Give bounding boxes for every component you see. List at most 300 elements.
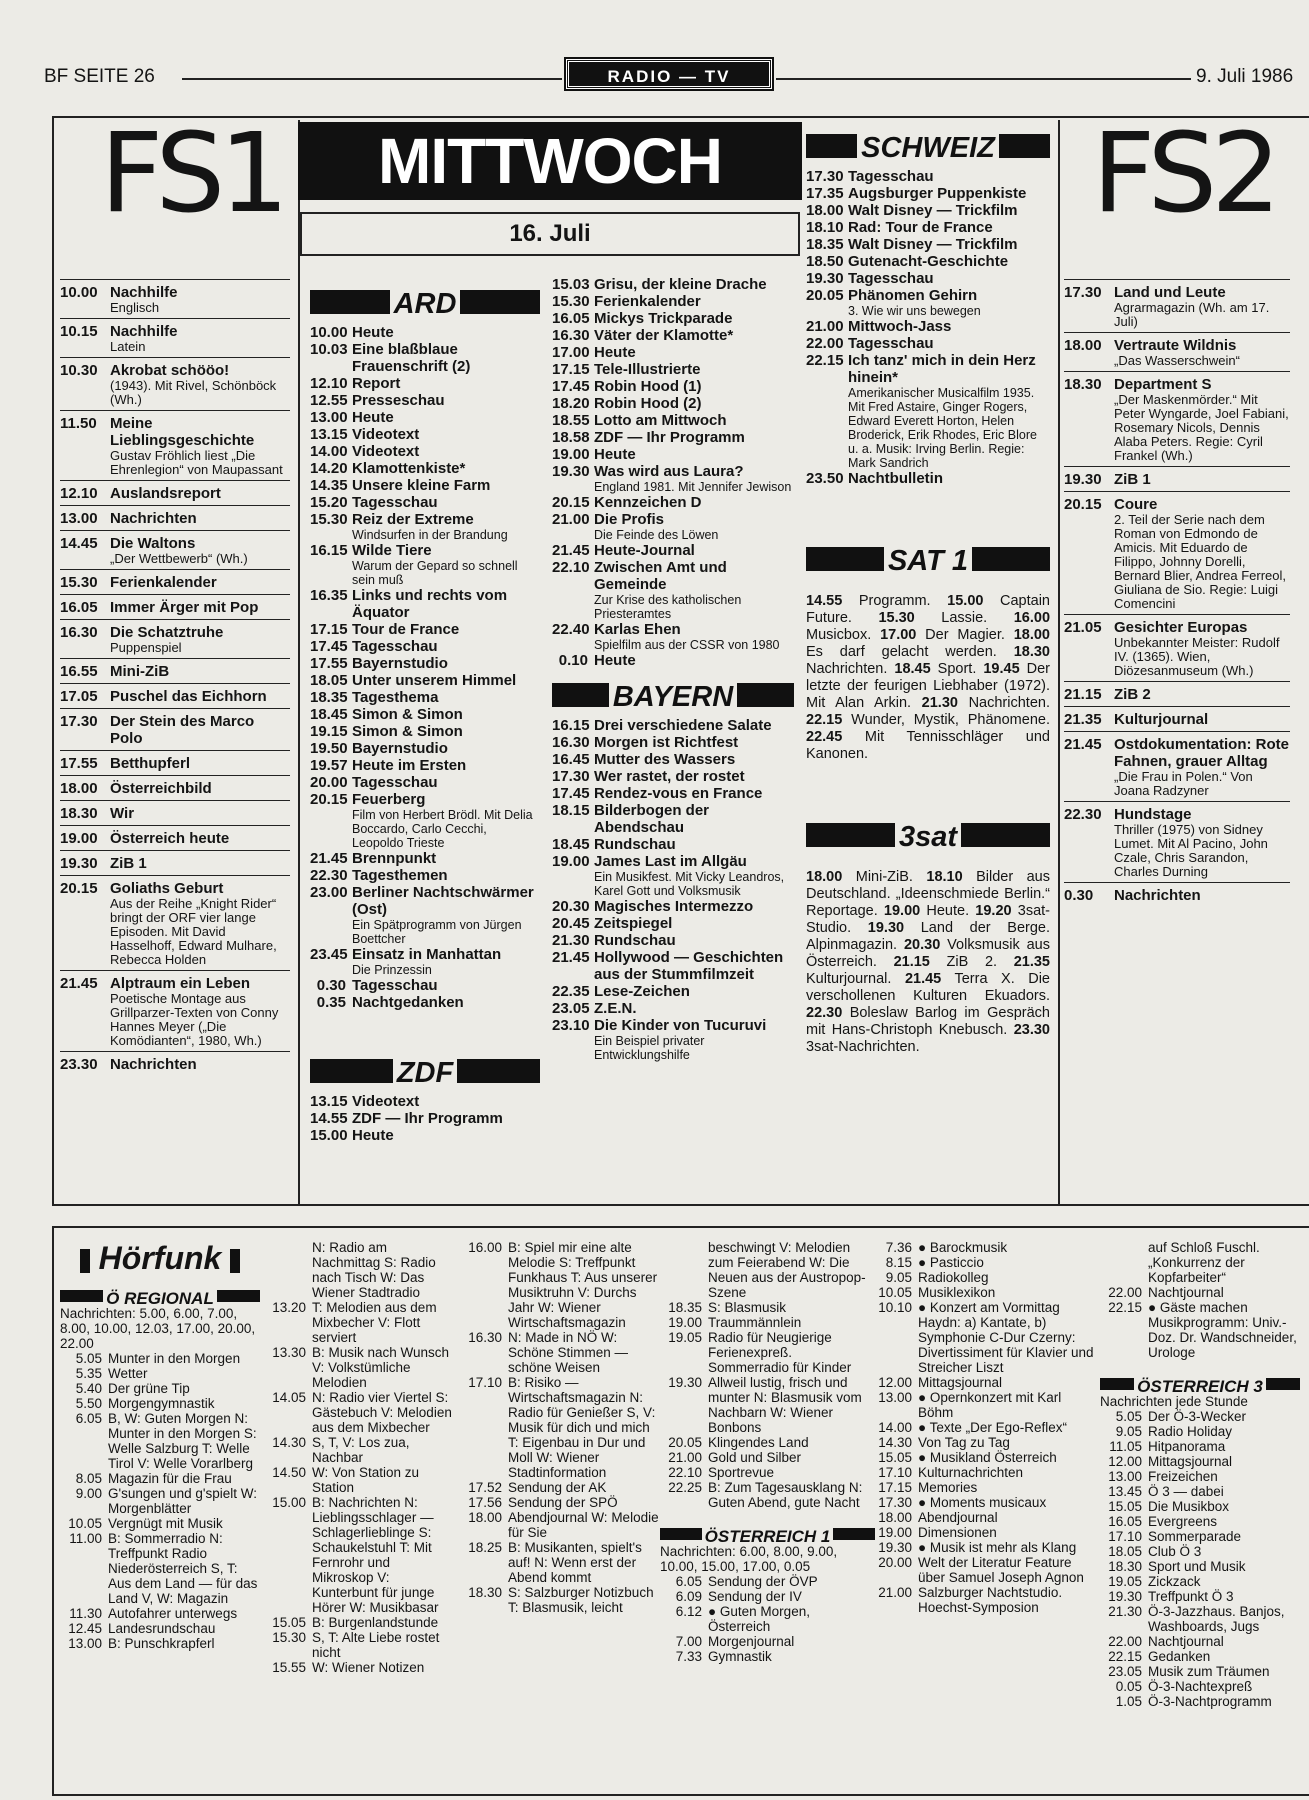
radio-entry (1100, 1300, 1300, 1360)
radio-title: B, W: Guten Morgen N: Munter in den Morgen S: Welle Salzburg T: Welle Tirol V: Welle Vorarlberg (108, 1411, 257, 1471)
program-description: Aus der Reihe „Knight Rider“ bringt der ORF vier lange Episoden. Mit David Hasselhoff, Edward Mulhare, Rebecca Holden (110, 896, 277, 967)
oe1-schedule (660, 1574, 875, 1664)
program-description: England 1981. Mit Jennifer Jewison (594, 480, 792, 494)
radio-entry (660, 1465, 875, 1480)
radio-title: Evergreens (1148, 1514, 1218, 1529)
program-title (848, 318, 1050, 335)
program-entry (310, 341, 540, 375)
program-entry (552, 652, 794, 669)
radio-title: Ö-3-Nachtprogramm (1148, 1694, 1272, 1709)
program-time: 17.45 (552, 785, 590, 802)
program-title (1114, 736, 1290, 798)
radio-time: 14.30 (878, 1435, 912, 1450)
program-entry (310, 587, 540, 621)
program-title (352, 341, 540, 375)
program-time: 13.15 (310, 1093, 348, 1110)
program-title (1114, 686, 1290, 703)
radio-time: 18.30 (468, 1585, 502, 1600)
radio-entry (660, 1315, 875, 1330)
program-time: 18.45 (310, 706, 348, 723)
header-rule-right (776, 78, 1191, 80)
schweiz-sat-section (806, 128, 1050, 1056)
program-description: 2. Teil der Serie nach dem Roman von Edmondo de Amicis. Mit Eduardo de Filippo, Johnny Dorelli, Bernard Blier, Andrea Ferreol, Giuliana de Sio. Regie: Luigi Comencini (1114, 512, 1286, 611)
program-entry (310, 638, 540, 655)
program-entry (552, 412, 794, 429)
program-entry (60, 658, 290, 683)
radio-entry (1100, 1589, 1300, 1604)
program-entry (310, 757, 540, 774)
radio-time: 18.00 (468, 1510, 502, 1525)
radio-time: 1.05 (1115, 1694, 1142, 1709)
program-title (352, 426, 540, 443)
radio-title: Ö-3-Jazzhaus. Banjos, Washboards, Jugs (1148, 1604, 1285, 1634)
radio-entry (660, 1589, 875, 1604)
program-name: Betthupferl (110, 755, 190, 772)
program-title (1114, 887, 1290, 904)
program-entry (552, 932, 794, 949)
radio-time: 5.35 (75, 1366, 102, 1381)
radio-title: Wetter (108, 1366, 148, 1381)
divider (1058, 120, 1060, 1204)
program-time: 23.50 (806, 470, 844, 487)
radio-title: ● Musik ist mehr als Klang (918, 1540, 1077, 1555)
radio-time: 22.25 (668, 1480, 702, 1495)
radio-time: 10.05 (68, 1516, 102, 1531)
radio-entry (1100, 1454, 1300, 1469)
radio-time: 7.00 (675, 1634, 702, 1649)
program-entry (806, 168, 1050, 185)
program-name: Heute im Ersten (352, 757, 467, 774)
3sat-schedule: 18.00 Mini-ZiB. 18.10 Bilder aus Deutschland. „Ideenschmiede Berlin.“ Reportage. 19.00 Heute. 19.20 3sat-Studio. 19.30 Land der Berge. Alpinmagazin. 20.30 Volksmusik aus Österreich. 21.15 ZiB 2. 21.35 Kulturjournal. 21.45 Terra X. Die verschollenen Kulturen Ekuadors. 22.30 Boleslaw Barlog im Gespräch mit Hans-Christoph Knebusch. 23.30 3sat-Nachrichten. (806, 869, 1051, 1055)
program-name: Heute (352, 324, 394, 341)
radio-title: auf Schloß Fuschl. „Konkurrenz der Kopfarbeiter“ (1148, 1240, 1260, 1285)
program-title (352, 477, 540, 494)
program-entry (1064, 279, 1290, 332)
program-time: 17.05 (60, 688, 98, 705)
program-time: 20.15 (552, 494, 590, 511)
program-time: 18.55 (552, 412, 590, 429)
program-description: Agrarmagazin (Wh. am 17. Juli) (1114, 300, 1270, 329)
program-title (352, 757, 540, 774)
program-name: Nachrichten (110, 510, 197, 527)
radio-time: 19.05 (1108, 1574, 1142, 1589)
program-title (594, 983, 794, 1000)
radio-time: 8.15 (885, 1255, 912, 1270)
program-title (110, 362, 290, 407)
program-name: Mutter des Wassers (594, 751, 736, 768)
program-entry (60, 480, 290, 505)
radio-time: 20.05 (668, 1435, 702, 1450)
radio-time: 15.05 (1108, 1499, 1142, 1514)
radio-entry (460, 1330, 660, 1375)
program-title (594, 1017, 794, 1062)
program-title (594, 836, 794, 853)
program-name: Z.E.N. (594, 1000, 637, 1017)
radio-title: ● Musikland Österreich (918, 1450, 1057, 1465)
program-name: Nachtbulletin (848, 470, 944, 487)
program-entry (310, 409, 540, 426)
oe-regional-news: Nachrichten: 5.00, 6.00, 7.00, 8.00, 10.00, 12.03, 17.00, 20.00, 22.00 (60, 1306, 256, 1351)
program-entry (552, 494, 794, 511)
radio-time: 18.25 (468, 1540, 502, 1555)
radio-title: N: Made in NÖ W: Schöne Stimmen — schöne Weisen (508, 1330, 629, 1375)
program-title (594, 378, 794, 395)
radio-title: Die Musikbox (1148, 1499, 1230, 1514)
program-name: Eine blaßblaue Frauenschrift (2) (352, 341, 471, 375)
program-entry (552, 395, 794, 412)
radio-entry (460, 1375, 660, 1480)
page-date: 9. Juli 1986 (1196, 66, 1294, 87)
program-name: Die Kinder von Tucuruvi (594, 1017, 767, 1034)
program-name: Nachrichten (1114, 887, 1201, 904)
program-title (110, 485, 290, 502)
program-time: 21.00 (552, 511, 590, 528)
radio-time: 18.05 (1108, 1544, 1142, 1559)
program-entry (310, 511, 540, 542)
radio-time: 15.55 (272, 1660, 306, 1675)
program-title (594, 310, 794, 327)
program-entry (310, 542, 540, 587)
section-title: RADIO — TV (566, 59, 772, 89)
program-entry (310, 1093, 540, 1110)
program-time: 0.35 (316, 994, 346, 1011)
program-title (352, 443, 540, 460)
program-name: Ich tanz' mich in dein Herz hinein* (848, 352, 1036, 386)
program-title (352, 324, 540, 341)
program-entry (552, 276, 794, 293)
program-time: 14.45 (60, 535, 98, 552)
program-entry (310, 655, 540, 672)
program-entry (806, 253, 1050, 270)
program-description: Gustav Fröhlich liest „Die Ehrenlegion“ von Maupassant (110, 448, 283, 477)
program-time: 21.45 (552, 542, 590, 559)
bayern-header: BAYERN (552, 683, 794, 707)
program-entry (1064, 706, 1290, 731)
radio-title: ● Pasticcio (918, 1255, 984, 1270)
program-name: Tele-Illustrierte (594, 361, 701, 378)
program-title (352, 689, 540, 706)
radio-entry (1100, 1240, 1300, 1285)
program-entry (552, 949, 794, 983)
radio-entry (660, 1480, 875, 1510)
radio-title: Ö-3-Nachtexpreß (1148, 1679, 1253, 1694)
program-title (1114, 806, 1290, 879)
radio-entry (1100, 1499, 1300, 1514)
radio-time: 12.00 (878, 1375, 912, 1390)
program-time: 17.30 (60, 713, 98, 730)
program-name: Simon & Simon (352, 706, 463, 723)
program-entry (552, 836, 794, 853)
program-description: Die Prinzessin (352, 963, 432, 977)
program-description: Thriller (1975) von Sidney Lumet. Mit Al Pacino, John Czale, Chris Sarandon, Charles Durning (1114, 822, 1268, 879)
program-time: 17.45 (310, 638, 348, 655)
program-name: Meine Lieblingsgeschichte (110, 415, 255, 449)
radio-title: Abendjournal W: Melodie für Sie (508, 1510, 659, 1540)
fs1-schedule (60, 279, 290, 1076)
program-name: Heute (594, 652, 636, 669)
radio-title: ● Konzert am Vormittag Haydn: a) Kantate, b) Symphonie C-Dur Czerny: Divertissiment für Klavier und Streicher Liszt (918, 1300, 1094, 1375)
program-entry (806, 219, 1050, 236)
radio-time: 5.05 (75, 1351, 102, 1366)
program-time: 16.30 (552, 327, 590, 344)
radio-title: Von Tag zu Tag (918, 1435, 1010, 1450)
radio-entry (264, 1300, 454, 1345)
program-title (110, 830, 290, 847)
program-title (110, 284, 290, 315)
program-entry (806, 287, 1050, 318)
program-time: 21.45 (1064, 736, 1102, 753)
program-entry (1064, 332, 1290, 371)
radio-entry (1100, 1649, 1300, 1664)
radio-time: 18.00 (878, 1510, 912, 1525)
program-title (848, 352, 1050, 470)
radio-entry (870, 1465, 1095, 1480)
program-name: Heute (352, 1127, 394, 1144)
program-title (352, 946, 540, 977)
radio-title: S, T: Alte Liebe rostet nicht (312, 1630, 440, 1660)
program-title (352, 638, 540, 655)
program-title (594, 949, 794, 983)
radio-title: ● Barockmusik (918, 1240, 1008, 1255)
radio-entry (264, 1435, 454, 1465)
program-title (352, 460, 540, 477)
radio-title: B: Nachrichten N: Lieblingsschlager — Schlagerlieblinge S: Schaukelstuhl T: Mit Fernrohr und Mikroskop V: Kunterbunt für junge Hörer W: Musikbasar (312, 1495, 439, 1615)
program-entry (310, 723, 540, 740)
radio-title: B: Zum Tagesausklang N: Guten Abend, gute Nacht (708, 1480, 863, 1510)
program-time: 0.30 (1064, 887, 1094, 904)
radio-title: Kulturnachrichten (918, 1465, 1024, 1480)
program-title (110, 855, 290, 872)
zdf-schedule-start (310, 1093, 540, 1144)
program-title (352, 672, 540, 689)
program-name: Coure (1114, 496, 1158, 513)
program-time: 10.00 (310, 324, 348, 341)
radio-entry (264, 1240, 454, 1300)
radio-time: 9.00 (75, 1486, 102, 1501)
program-entry (1064, 614, 1290, 681)
program-entry (806, 352, 1050, 470)
radio-title: B: Musik nach Wunsch V: Volkstümliche Melodien (312, 1345, 450, 1390)
program-name: Mini-ZiB (110, 663, 170, 680)
radio-entry (1100, 1634, 1300, 1649)
program-entry (1064, 491, 1290, 614)
radio-title: Musiklexikon (918, 1285, 996, 1300)
radio-time: 10.10 (878, 1300, 912, 1315)
program-title (594, 344, 794, 361)
program-time: 15.00 (310, 1127, 348, 1144)
program-entry (552, 717, 794, 734)
schweiz-header: SCHWEIZ (806, 134, 1050, 158)
program-time: 20.15 (60, 880, 98, 897)
radio-time: 17.15 (878, 1480, 912, 1495)
program-time: 12.10 (310, 375, 348, 392)
oe-regional-schedule (60, 1351, 260, 1651)
program-name: Land und Leute (1114, 284, 1226, 301)
radio-title: Musik zum Träumen (1148, 1664, 1270, 1679)
radio-title: Vergnügt mit Musik (108, 1516, 223, 1531)
program-name: Drei verschiedene Salate (594, 717, 772, 734)
program-time: 17.35 (806, 185, 844, 202)
program-time: 16.05 (60, 599, 98, 616)
radio-time: 5.40 (75, 1381, 102, 1396)
program-name: Rad: Tour de France (848, 219, 993, 236)
radio-entry (460, 1495, 660, 1510)
radio-entry (660, 1634, 875, 1649)
program-entry (552, 463, 794, 494)
radio-title: Freizeichen (1148, 1469, 1218, 1484)
radio-title: Sendung der AK (508, 1480, 607, 1495)
program-title (352, 1110, 540, 1127)
program-title (594, 494, 794, 511)
radio-time: 18.30 (1108, 1559, 1142, 1574)
radio-entry (264, 1495, 454, 1615)
program-title (594, 1000, 794, 1017)
program-description: Englisch (110, 300, 160, 315)
radio-title: Klingendes Land (708, 1435, 809, 1450)
program-entry (60, 800, 290, 825)
radio-title: Radio Holiday (1148, 1424, 1233, 1439)
radio-time: 19.30 (1108, 1589, 1142, 1604)
program-entry (310, 977, 540, 994)
program-title (594, 734, 794, 751)
program-name: Tagesschau (352, 638, 438, 655)
program-name: Bilderbogen der Abendschau (594, 802, 710, 836)
program-name: Presseschau (352, 392, 445, 409)
program-time: 19.00 (552, 853, 590, 870)
radio-title: beschwingt V: Melodien zum Feierabend W: Die Neuen aus der Austropop-Szene (708, 1240, 866, 1300)
program-time: 13.00 (60, 510, 98, 527)
program-time: 15.30 (60, 574, 98, 591)
program-name: Puschel das Eichhorn (110, 688, 267, 705)
radio-time: 9.05 (885, 1270, 912, 1285)
radio-time: 12.00 (1108, 1454, 1142, 1469)
program-name: Einsatz in Manhattan (352, 946, 502, 963)
program-entry (552, 511, 794, 542)
program-name: Augsburger Puppenkiste (848, 185, 1027, 202)
program-time: 15.30 (310, 511, 348, 528)
program-time: 21.05 (1064, 619, 1102, 636)
program-description: 3. Wie wir uns bewegen (848, 304, 981, 318)
program-title (1114, 376, 1290, 463)
oe-regional-header: Ö REGIONAL (60, 1290, 260, 1302)
program-entry (310, 791, 540, 850)
program-name: Videotext (352, 426, 420, 443)
radio-entry (460, 1540, 660, 1585)
program-time: 17.15 (310, 621, 348, 638)
date-box: 16. Juli (300, 212, 800, 256)
radio-time: 8.05 (75, 1471, 102, 1486)
regional-schedule-evening (660, 1240, 875, 1510)
radio-title: ● Moments musicaux (918, 1495, 1047, 1510)
ard-section (310, 282, 540, 1144)
radio-title: S: Salzburger Notizbuch T: Blasmusik, leicht (508, 1585, 654, 1615)
program-time: 20.45 (552, 915, 590, 932)
program-name: Alptraum ein Leben (110, 975, 251, 992)
radio-entry (60, 1396, 260, 1411)
schweiz-schedule (806, 168, 1050, 487)
program-description: (1943). Mit Rivel, Schönböck (Wh.) (110, 378, 277, 407)
program-time: 22.00 (806, 335, 844, 352)
radio-time: 15.30 (272, 1630, 306, 1645)
radio-entry (870, 1240, 1095, 1255)
program-entry (552, 621, 794, 652)
radio-title: Landesrundschau (108, 1621, 216, 1636)
program-time: 17.30 (806, 168, 844, 185)
radio-entry (870, 1255, 1095, 1270)
program-title (352, 511, 540, 542)
radio-col-1 (60, 1238, 260, 1651)
program-name: Robin Hood (1) (594, 378, 702, 395)
radio-time: 22.00 (1108, 1285, 1142, 1300)
program-time: 17.55 (310, 655, 348, 672)
program-entry (806, 470, 1050, 487)
radio-entry (60, 1636, 260, 1651)
program-time: 22.35 (552, 983, 590, 1000)
radio-entry (1100, 1469, 1300, 1484)
radio-title: Traummännlein (708, 1315, 802, 1330)
radio-time: 15.05 (878, 1450, 912, 1465)
program-title (352, 994, 540, 1011)
program-entry (310, 392, 540, 409)
program-entry (310, 477, 540, 494)
program-title (352, 494, 540, 511)
program-name: James Last im Allgäu (594, 853, 747, 870)
radio-title: Nachtjournal (1148, 1634, 1224, 1649)
radio-title: Der grüne Tip (108, 1381, 190, 1396)
radio-time: 5.05 (1115, 1409, 1142, 1424)
program-name: Videotext (352, 1093, 420, 1110)
program-name: Rundschau (594, 836, 676, 853)
program-name: Brennpunkt (352, 850, 437, 867)
program-time: 10.00 (60, 284, 98, 301)
program-entry (1064, 731, 1290, 801)
program-name: Nachtgedanken (352, 994, 464, 1011)
radio-title: Morgenjournal (708, 1634, 795, 1649)
radio-entry (60, 1606, 260, 1621)
program-time: 0.10 (558, 652, 588, 669)
program-title (352, 774, 540, 791)
program-time: 18.35 (806, 236, 844, 253)
program-entry (60, 530, 290, 569)
radio-title: S: Blasmusik (708, 1300, 787, 1315)
radio-title: ● Guten Morgen, Österreich (708, 1604, 810, 1634)
radio-time: 11.00 (69, 1531, 102, 1546)
radio-entry (1100, 1679, 1300, 1694)
radio-title: G'sungen und g'spielt W: Morgenblätter (108, 1486, 257, 1516)
program-title (110, 780, 290, 797)
radio-title: Der Ö-3-Wecker (1148, 1409, 1247, 1424)
program-name: Nachhilfe (110, 323, 178, 340)
program-title (594, 395, 794, 412)
radio-entry (870, 1285, 1095, 1300)
radio-title: Radiokolleg (918, 1270, 989, 1285)
radio-entry (870, 1435, 1095, 1450)
radio-title: Gold und Silber (708, 1450, 802, 1465)
radio-title: Sendung der IV (708, 1589, 802, 1604)
fs1-logo: FS1 (100, 109, 284, 237)
program-entry (310, 443, 540, 460)
program-entry (60, 708, 290, 750)
program-name: Mittwoch-Jass (848, 318, 952, 335)
program-name: Ferienkalender (110, 574, 217, 591)
program-title (352, 884, 540, 946)
program-time: 23.10 (552, 1017, 590, 1034)
radio-entry (660, 1375, 875, 1435)
program-description: Film von Herbert Brödl. Mit Delia Boccardo, Carlo Cecchi, Leopoldo Trieste (352, 808, 533, 850)
program-title (848, 219, 1050, 236)
radio-title: Welt der Literatur Feature über Samuel Joseph Agnon (918, 1555, 1084, 1585)
radio-title: Salzburger Nachtstudio. Hoechst-Symposion (918, 1585, 1063, 1615)
